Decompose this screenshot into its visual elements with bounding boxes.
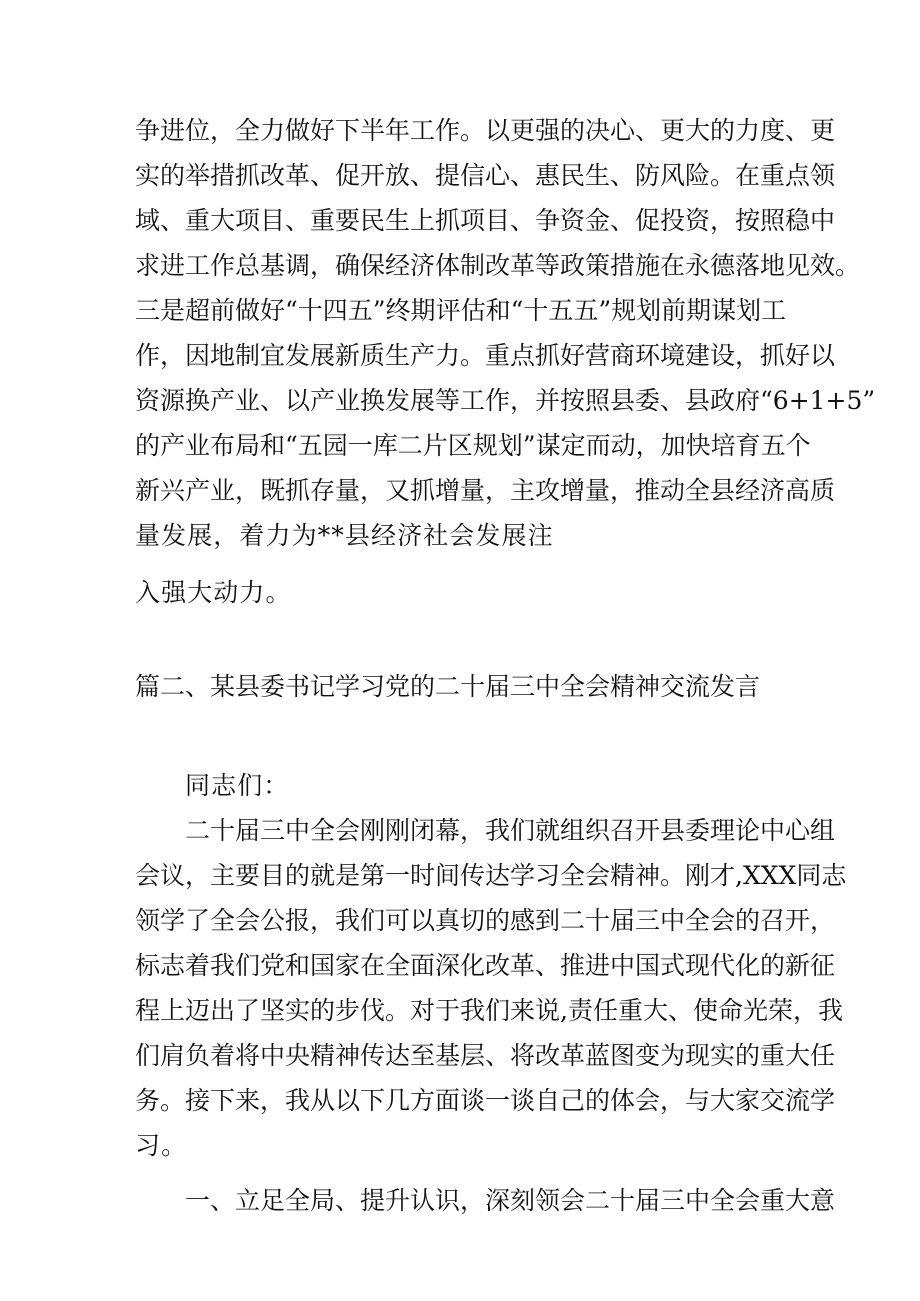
paragraph-line: 域、重大项目、重要民生上抓项目、争资金、促投资，按照稳中 — [135, 206, 836, 235]
paragraph-line: 们肩负着将中央精神传达至基层、将改革蓝图变为现实的重大任 — [135, 1041, 836, 1070]
paragraph-line: 程上迈出了坚实的步伐。对于我们来说,责任重大、使命光荣，我 — [135, 996, 843, 1025]
paragraph-line: 会议，主要目的就是第一时间传达学习全会精神。刚才,XXX同志 — [135, 861, 847, 890]
paragraph-line: 习。 — [135, 1131, 188, 1160]
paragraph-tail-line: 入强大动力。 — [135, 578, 292, 607]
paragraph-line: 领学了全会公报，我们可以真切的感到二十届三中全会的召开， — [135, 906, 836, 935]
paragraph-line: 作，因地制宜发展新质生产力。重点抓好营商环境建设，抓好以 — [135, 341, 836, 370]
paragraph-line: 求进工作总基调，确保经济体制改革等政策措施在永德落地见效。 — [135, 251, 861, 280]
paragraph-line: 争进位，全力做好下半年工作。以更强的决心、更大的力度、更 — [135, 116, 836, 145]
paragraph-line: 务。接下来，我从以下几方面谈一谈自己的体会，与大家交流学 — [135, 1086, 836, 1115]
paragraph-line: 标志着我们党和国家在全面深化改革、推进中国式现代化的新征 — [135, 951, 836, 980]
paragraph-line: 二十届三中全会刚刚闭幕，我们就组织召开县委理论中心组 — [185, 816, 836, 845]
paragraph-line: 实的举措抓改革、促开放、提信心、惠民生、防风险。在重点领 — [135, 161, 836, 190]
section-title: 篇二、某县委书记学习党的二十届三中全会精神交流发言 — [135, 672, 761, 701]
subheading: 一、立足全局、提升认识，深刻领会二十届三中全会重大意 — [185, 1186, 836, 1215]
paragraph-line: 量发展，着力为**县经济社会发展注 — [135, 521, 554, 550]
paragraph-line: 的产业布局和“五园一库二片区规划”谋定而动，加快培育五个 — [135, 431, 811, 460]
paragraph-line: 三是超前做好“十四五”终期评估和“十五五”规划前期谋划工 — [135, 296, 787, 325]
salutation: 同志们： — [185, 771, 290, 800]
paragraph-line: 资源换产业、以产业换发展等工作，并按照县委、县政府“6+1+5” — [135, 386, 876, 415]
paragraph-line: 新兴产业，既抓存量，又抓增量，主攻增量，推动全县经济高质 — [135, 476, 836, 505]
